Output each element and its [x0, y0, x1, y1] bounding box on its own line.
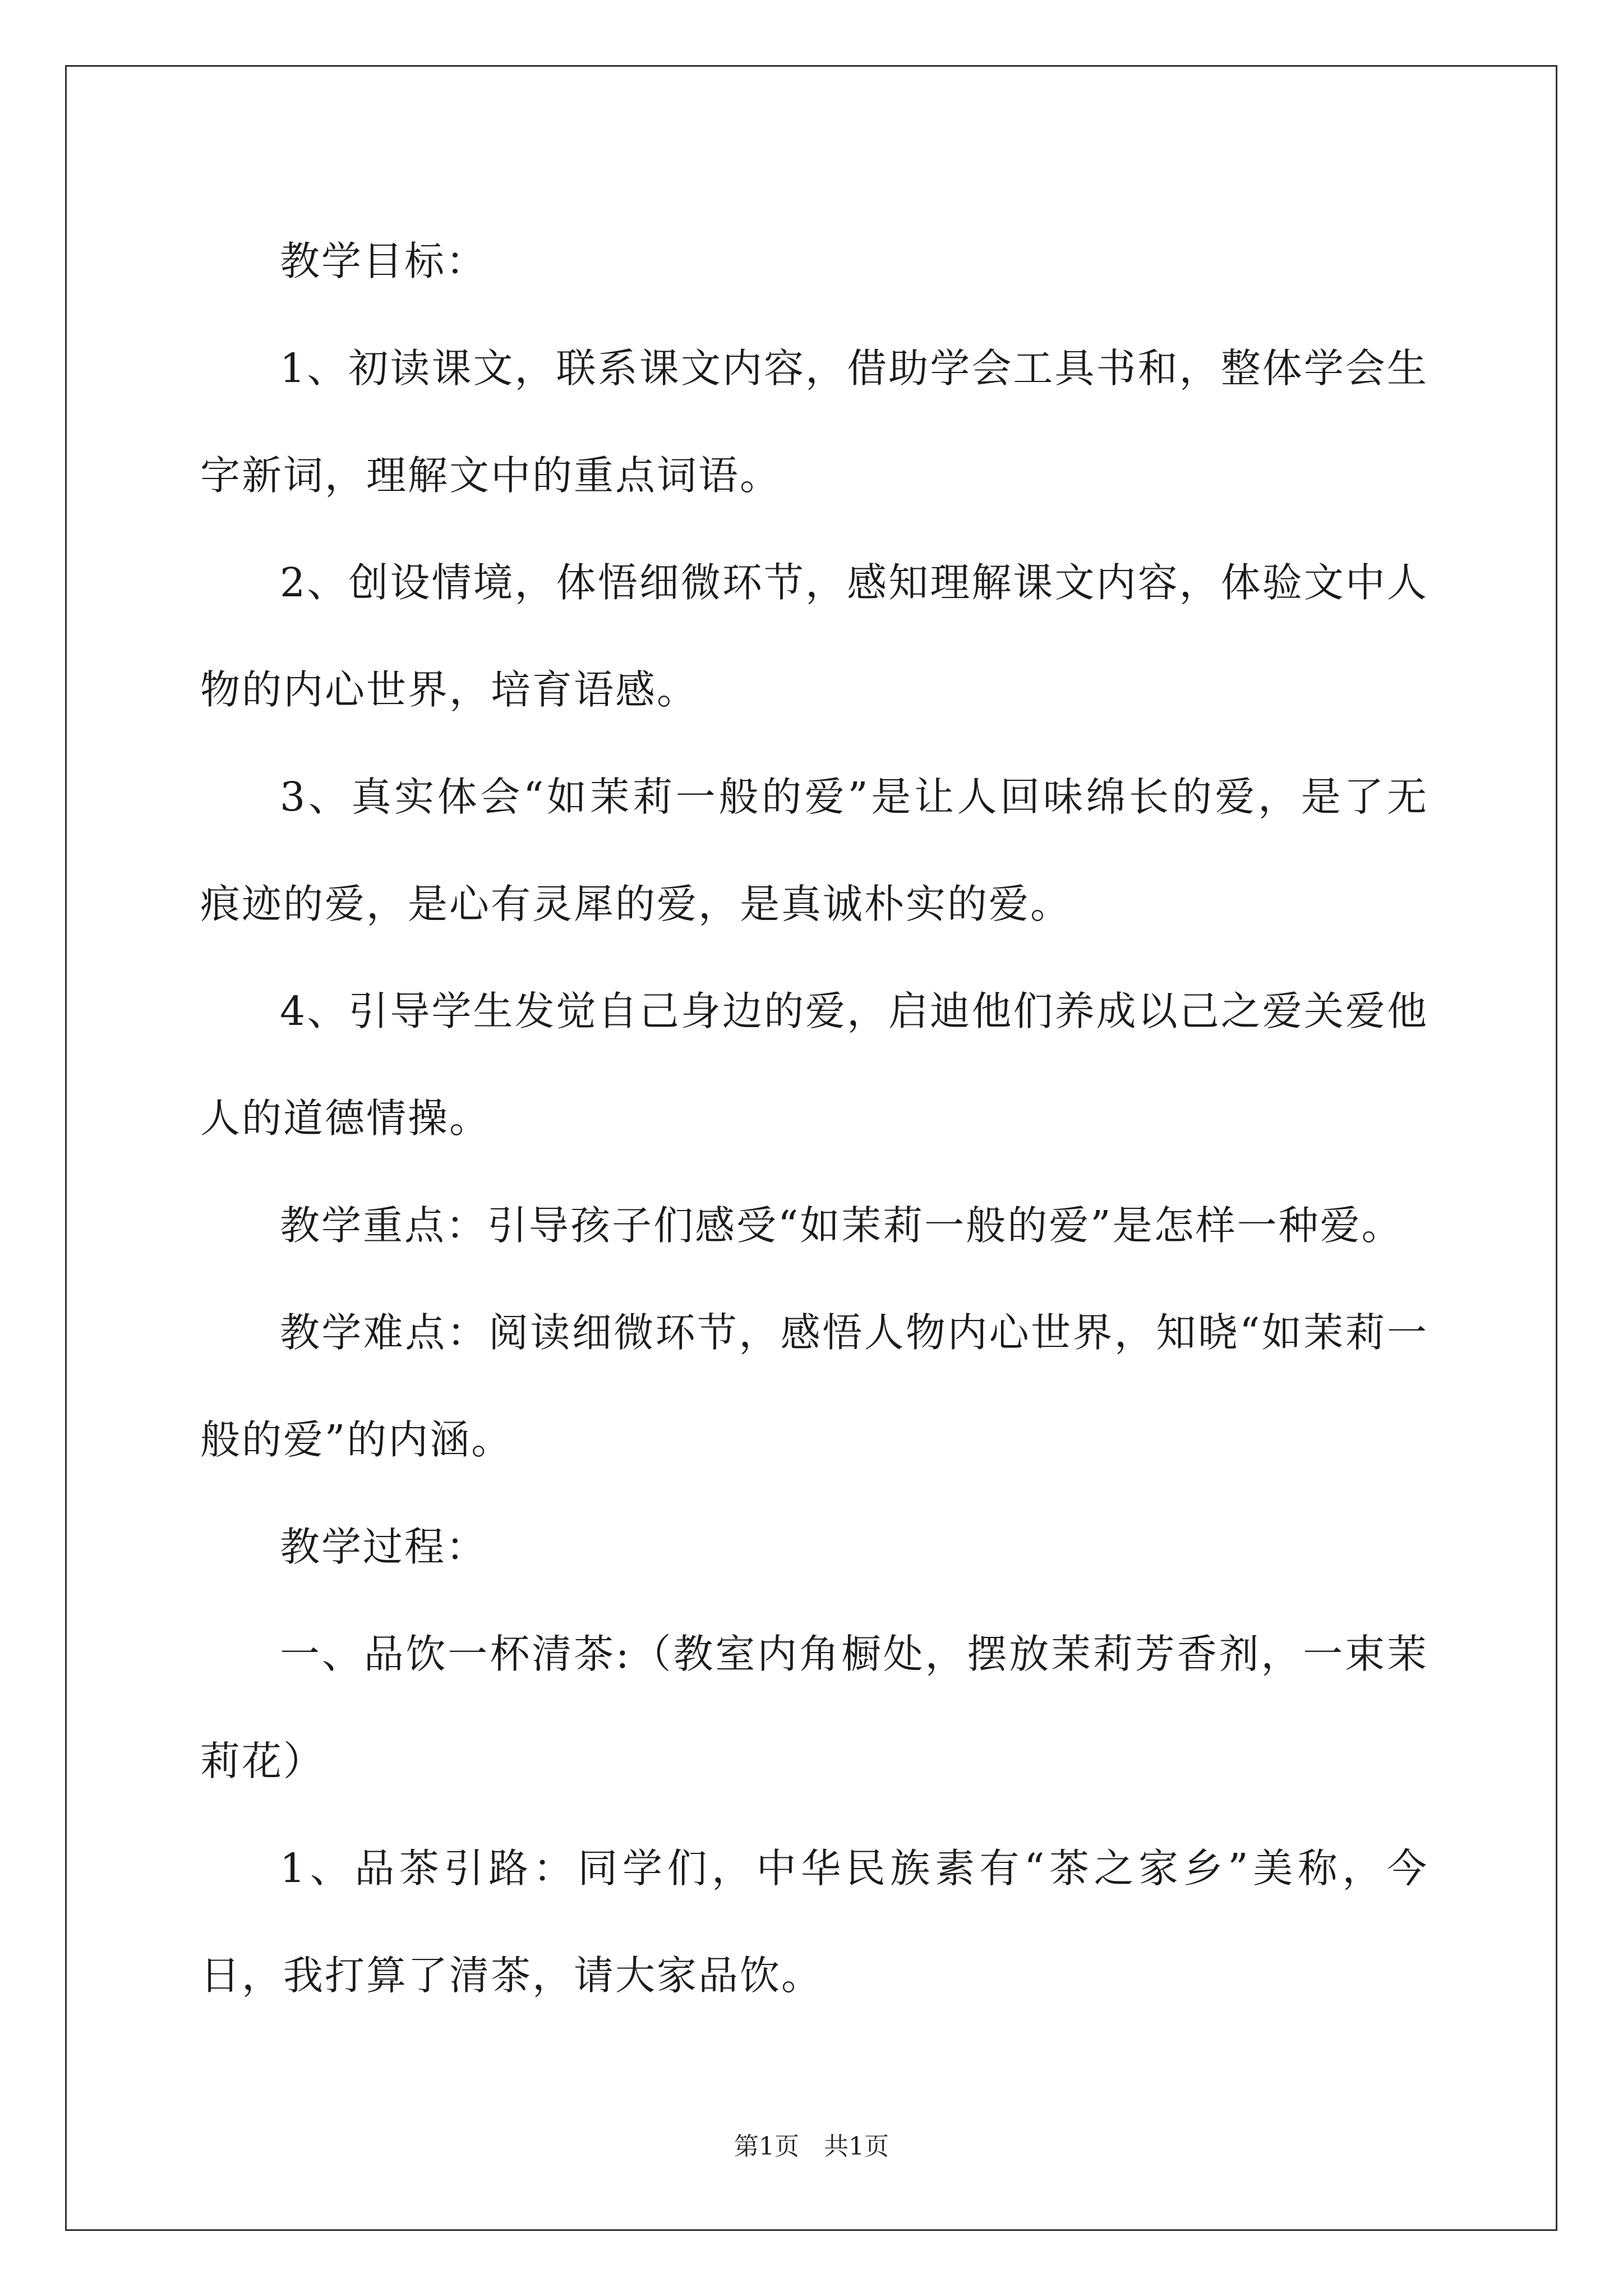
paragraph-process-heading: 教学过程：: [280, 1524, 488, 1570]
document-body: [200, 208, 1428, 2029]
paragraph-key-point: 教学重点：引导孩子们感受“如茉莉一般的爱”是怎样一种爱。: [280, 1202, 1403, 1249]
page-number: 第1页: [734, 2132, 799, 2161]
paragraph-objective-4: 4、引导学生发觉自己身边的爱，启迪他们养成以己之爱关爱他人的道德情操。: [200, 988, 1428, 1142]
paragraph-process-1-1: 1、品茶引路：同学们，中华民族素有“茶之家乡”美称，今日，我打算了清茶，请大家品饮。: [200, 1845, 1428, 1999]
paragraph-objective-3: 3、真实体会“如茉莉一般的爱”是让人回味绵长的爱，是了无痕迹的爱，是心有灵犀的爱，是真诚朴实的爱。: [200, 774, 1428, 927]
paragraph-objectives-heading: 教学目标：: [280, 238, 488, 284]
paragraph-process-1: 一、品饮一杯清茶:（教室内角橱处，摆放茉莉芳香剂，一束茉莉花）: [200, 1631, 1428, 1784]
page-footer: [0, 2126, 1623, 2162]
paragraph-objective-1: 1、初读课文，联系课文内容，借助学会工具书和，整体学会生字新词，理解文中的重点词语。: [200, 345, 1428, 499]
total-pages: 共1页: [824, 2132, 889, 2161]
paragraph-objective-2: 2、创设情境，体悟细微环节，感知理解课文内容，体验文中人物的内心世界，培育语感。: [200, 559, 1428, 713]
paragraph-difficulty: 教学难点：阅读细微环节，感悟人物内心世界，知晓“如茉莉一般的爱”的内涵。: [200, 1309, 1428, 1463]
